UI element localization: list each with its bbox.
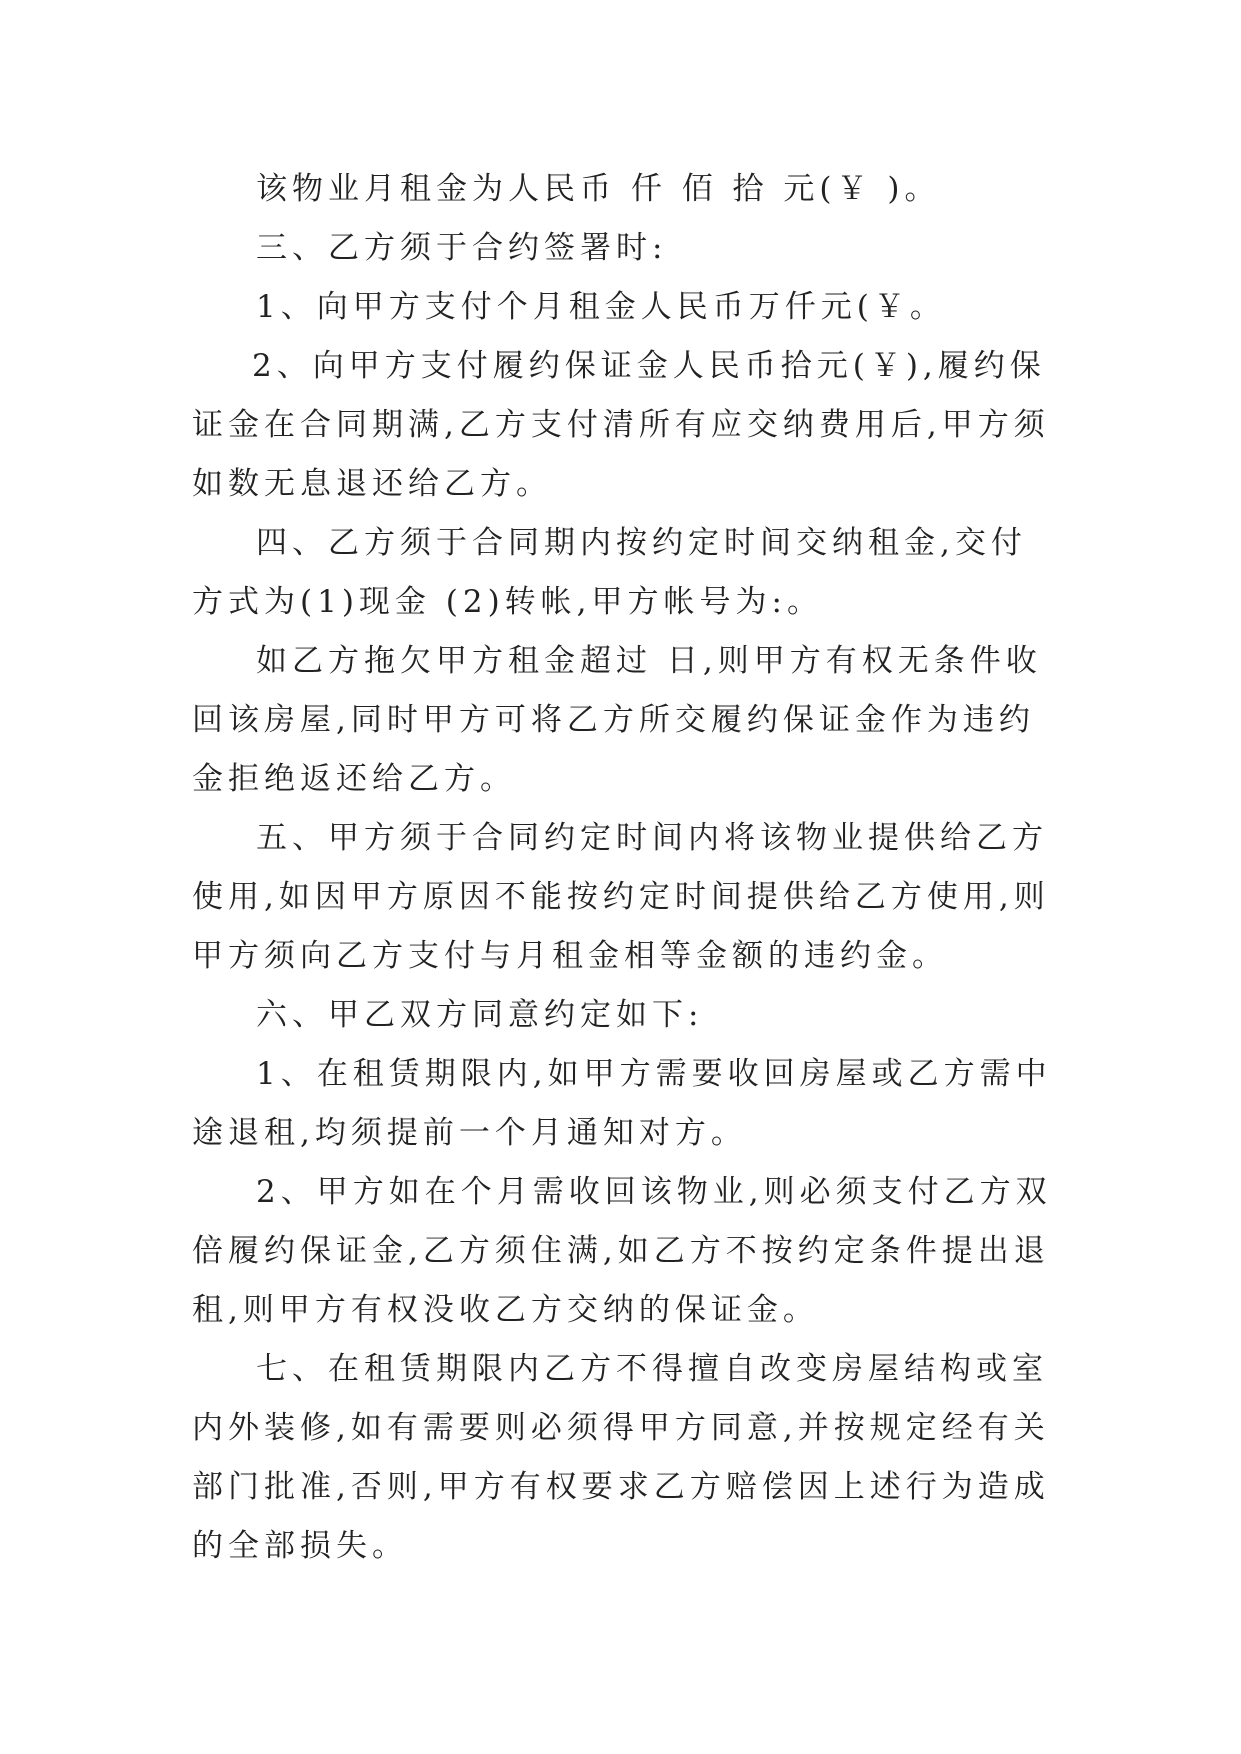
paragraph-clause-3-item-1: 1、向甲方支付个月租金人民币万仟元(￥。 — [256, 289, 946, 325]
paragraph-monthly-rent: 该物业月租金为人民币 仟 佰 拾 元(￥ )。 — [256, 171, 941, 207]
paragraph-clause-6-heading: 六、甲乙双方同意约定如下: — [256, 997, 704, 1033]
paragraph-clause-6-item-1: 1、在租赁期限内,如甲方需要收回房屋或乙方需中途退租,均须提前一个月通知对方。 — [192, 1056, 1052, 1151]
paragraph-clause-3-item-2: 2、向甲方支付履约保证金人民币拾元(￥),履约保证金在合同期满,乙方支付清所有应交纳费用后,甲方须如数无息退还给乙方。 — [192, 348, 1050, 502]
document-body — [192, 160, 1054, 1576]
paragraph-clause-7: 七、在租赁期限内乙方不得擅自改变房屋结构或室内外装修,如有需要则必须得甲方同意,并按规定经有关部门批准,否则,甲方有权要求乙方赔偿因上述行为造成的全部损失。 — [192, 1351, 1050, 1564]
paragraph-clause-4-overdue: 如乙方拖欠甲方租金超过 日,则甲方有权无条件收回该房屋,同时甲方可将乙方所交履约保证金作为违约金拒绝返还给乙方。 — [192, 643, 1042, 797]
paragraph-clause-4: 四、乙方须于合同期内按约定时间交纳租金,交付方式为(1)现金 (2)转帐,甲方帐号为:。 — [192, 525, 1027, 620]
paragraph-clause-5: 五、甲方须于合同约定时间内将该物业提供给乙方使用,如因甲方原因不能按约定时间提供给乙方使用,则甲方须向乙方支付与月租金相等金额的违约金。 — [192, 820, 1050, 974]
paragraph-clause-3-heading: 三、乙方须于合约签署时: — [256, 230, 668, 266]
paragraph-clause-6-item-2: 2、甲方如在个月需收回该物业,则必须支付乙方双倍履约保证金,乙方须住满,如乙方不按约定条件提出退租,则甲方有权没收乙方交纳的保证金。 — [192, 1174, 1052, 1328]
